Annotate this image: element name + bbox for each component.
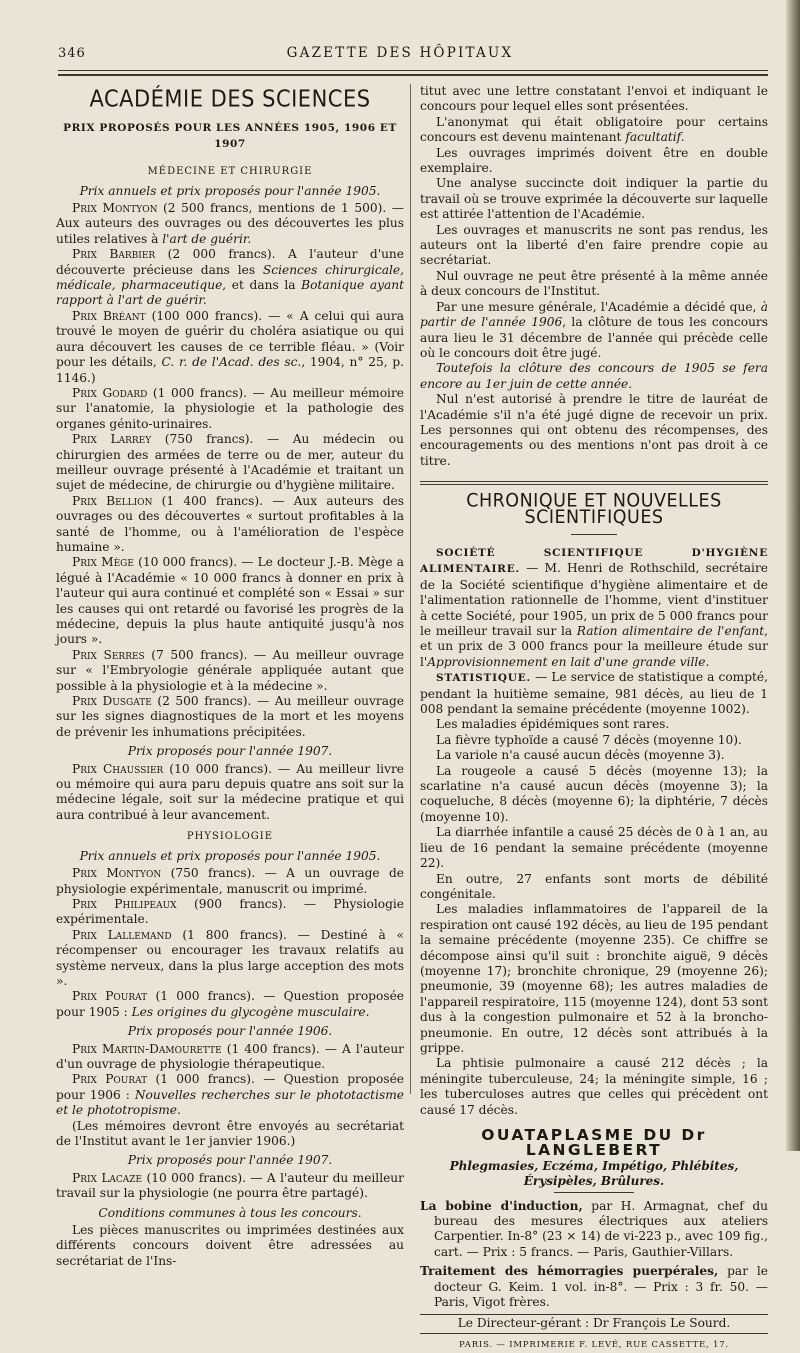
prize-name: Prix Mège — [72, 555, 134, 570]
prize-text: (1 000 francs). — Au meilleur mémoire sur l'anatomie, la physiologie et la pathologie des organes génito-urinaires. — [56, 385, 404, 431]
paragraph-nul-1: Nul ouvrage ne peut être présenté à la même année à deux concours de l'Institut. — [420, 268, 768, 299]
book-title: La bobine d'induction, — [420, 1198, 583, 1213]
paragraph-epidemiques: Les maladies épidémiques sont rares. — [436, 717, 670, 732]
subheading-1905: Prix annuels et prix proposés pour l'année 1905. — [79, 183, 381, 198]
prize-name: Prix Bellion — [72, 493, 153, 508]
paragraph-pourat-note: (Les mémoires devront être envoyés au secrétariat de l'Institut avant le 1er janvier 1906.) — [56, 1118, 404, 1148]
prize-name: Prix Martin-Damourette — [72, 1041, 222, 1056]
subheading-1907: Prix proposés pour l'année 1907. — [127, 744, 333, 759]
body-text: , et un prix de 3 000 francs pour la meilleure étude sur l' — [420, 624, 768, 669]
prize-text: (1 400 francs). — A l'auteur d'un ouvrage de physiologie thérapeutique. — [56, 1041, 404, 1071]
right-column — [420, 84, 768, 1353]
body-italic: Ration alimentaire de l'enfant — [576, 624, 765, 638]
prize-italic: C. r. de l'Acad. des sc. — [161, 355, 302, 370]
header-rule — [58, 70, 768, 76]
paragraph-serres — [56, 648, 404, 694]
prize-text: , et dans la — [222, 278, 302, 293]
prize-text: (7 500 francs). — Au meilleur ouvrage sur « l'Embryologie générale appliquée autant que possible à la physiologie et à la médecine ». — [56, 647, 404, 693]
subheading-physio-1906: Prix proposés pour l'année 1906. — [127, 1024, 333, 1039]
prize-name: Prix Chaussier — [72, 761, 164, 776]
prize-italic: Les origines du glycogène musculaire. — [131, 1004, 370, 1019]
prize-name: Prix Serres — [72, 647, 145, 662]
directeur-gerant: Le Directeur-gérant : Dr François Le Sourd. — [420, 1314, 768, 1333]
body-italic: facultatif. — [625, 130, 685, 145]
prize-italic: Sciences chirurgicale, médicale, pharmaceutique — [56, 262, 405, 293]
paragraph-nul-2: Nul n'est autorisé à prendre le titre de lauréat de l'Académie s'il n'a été jugé digne de recevoir un prix. Les personnes qui ont obtenu des récompenses, des encouragements ou des mentions n'ont pas droit à ce titre. — [420, 392, 768, 468]
subheading-physio-1907: Prix proposés pour l'année 1907. — [127, 1153, 333, 1168]
paragraph-variole: La variole n'a causé aucun décès (moyenne 3). — [436, 748, 725, 763]
paragraph-mege — [56, 555, 404, 647]
paragraph-mesure — [420, 300, 768, 362]
prize-italic: Nouvelles recherches sur le phototactisme et le phototropisme. — [56, 1087, 404, 1118]
section-rule — [420, 481, 768, 485]
prize-name: Prix Philipeaux — [72, 896, 177, 911]
paragraph-typhoide: La fièvre typhoïde a causé 7 décès (moyenne 10). — [436, 732, 742, 747]
paragraph-lallemand — [56, 928, 404, 990]
advert-subtitle: Phlegmasies, Eczéma, Impétigo, Phlébites, Érysipèles, Brûlures. — [449, 1158, 739, 1189]
body-text: , la clôture de tous les concours aura lieu le 31 décembre de l'année qui précède celle où le concours doit être jugé. — [420, 315, 768, 360]
paragraph-statistique — [420, 670, 768, 717]
body-text: — Le service de statistique a compté, pendant la huitième semaine, 981 décès, au lieu de 1 008 pendant la semaine précédente (moyenne 1002). — [420, 670, 768, 717]
prize-italic: Botanique ayant rapport à l'art de guérir. — [56, 278, 405, 308]
prize-name: Prix Barbier — [72, 247, 156, 262]
prize-text: (1 400 francs). — Aux auteurs des ouvrages ou des découvertes « surtout profitables à la santé de l'homme, ou à l'amélioration de l'espèce humaine ». — [56, 493, 405, 554]
paragraph-pieces: Les pièces manuscrites ou imprimées destinées aux différents concours doivent être adressées au secrétariat de l'Ins- — [56, 1223, 404, 1268]
prize-text: , 1904, n° 25, p. 1146.) — [56, 355, 404, 385]
prize-text: (750 francs). — Au médecin ou chirurgien des armées de terre ou de mer, auteur du meilleur ouvrage présenté à l'Académie et traitant un sujet de médecine, de chirurgie ou d'hygiène militaire. — [56, 432, 404, 493]
section-title-chronique: CHRONIQUE ET NOUVELLES SCIENTIFIQUES — [466, 490, 722, 529]
prize-text: (1 000 francs). — Question proposée pour 1905 : — [56, 989, 404, 1019]
paragraph-philipeaux — [56, 897, 404, 928]
prize-name: Prix Pourat — [72, 989, 148, 1004]
left-column — [56, 84, 404, 1269]
paragraph-toutefois: Toutefois la clôture des concours de 1905 se fera encore au 1er juin de cette année. — [420, 361, 768, 391]
paragraph-pourat-1906 — [56, 1072, 404, 1118]
paragraph-barbier — [56, 247, 404, 309]
subsection-physiologie: PHYSIOLOGIE — [186, 831, 274, 843]
page-edge-shadow — [786, 0, 800, 1151]
body-italic: Approvisionnement en lait d'une grande ville. — [427, 654, 710, 669]
prize-text: (10 000 francs). — Au meilleur livre ou mémoire qui aura paru depuis quatre ans soit sur la médecine légale, soit sur la médecine pratique et qui aura contribué à leur avancement. — [56, 761, 404, 822]
prize-name: Prix Lallemand — [72, 927, 172, 942]
prize-text: (1 000 francs). — Question proposée pour 1906 : — [56, 1072, 404, 1102]
paragraph-montyon — [56, 201, 404, 247]
prize-name: Prix Bréant — [72, 308, 146, 323]
paragraph-rendus: Les ouvrages et manuscrits ne sont pas rendus, les auteurs ont la liberté d'en faire prendre copie au secrétariat. — [420, 222, 768, 268]
paragraph-dusgate — [56, 694, 404, 740]
subheading-conditions: Conditions communes à tous les concours. — [98, 1205, 362, 1220]
paragraph-inflammatoires: Les maladies inflammatoires de l'appareil de la respiration ont causé 192 décès, au lieu de 195 pendant la semaine précédente (moyenne 235). Ce chiffre se décompose ainsi qu'il suit : bronchite aiguë, 9 décès (moyenne 17); bronchite chronique, 29 (moyenne 26); pneumonie, 39 (moyenne 68); les autres maladies de l'appareil respiratoire, 115 (moyenne 124), dont 53 sont dus à la congestion pulmonaire et 52 à la broncho-pneumonie. En outre, 12 décès sont attribués à la grippe. — [420, 902, 769, 1055]
prize-name: Prix Pourat — [72, 1072, 148, 1087]
prize-text: (2 500 francs). — Au meilleur ouvrage sur les signes diagnostiques de la mort et les moyens de prévenir les inhumations précipitées. — [56, 694, 404, 739]
prize-name: Prix Larrey — [72, 432, 152, 447]
paragraph-chaussier — [56, 762, 404, 824]
prize-text: (2 000 francs). A l'auteur d'une découverte précieuse dans les — [56, 247, 404, 277]
journal-title: GAZETTE DES HÔPITAUX — [286, 45, 514, 61]
prize-text: (100 000 francs). — « A celui qui aura trouvé le moyen de guérir du choléra asiatique ou qui aura découvert les causes de ce terrible fléau. » (Voir pour les détails, — [56, 308, 404, 370]
paragraph-martin-damourette — [56, 1042, 404, 1073]
paragraph-societe — [420, 545, 768, 670]
imprint-line: PARIS. — IMPRIMERIE F. LEVÉ, RUE CASSETTE, 17. — [459, 1339, 729, 1350]
prize-text: (1 800 francs). — Destiné à « récompenser ou encourager les travaux relatifs au système nerveux, dans la plus large acception des mots ». — [56, 927, 404, 988]
book-title: Traitement des hémorragies puerpérales, — [420, 1264, 719, 1279]
book-details: par H. Armagnat, chef du bureau des mesures électriques aux ateliers Carpentier. In-8° (23 × 14) de vi-223 p., avec 109 fig., cart. — Prix : 5 francs. — Paris, Gauthier-Villars. — [434, 1198, 768, 1259]
body-text: L'anonymat qui était obligatoire pour certains concours est devenu maintenant — [420, 114, 768, 145]
paragraph-double: Les ouvrages imprimés doivent être en double exemplaire. — [420, 145, 768, 176]
paragraph-anonymat — [420, 115, 768, 146]
body-text: Par une mesure générale, l'Académie a décidé que, — [436, 299, 761, 314]
prize-italic: l'art de guérir. — [162, 231, 252, 246]
lead-in: STATISTIQUE. — [436, 672, 531, 685]
book-notice-bobine — [420, 1199, 768, 1261]
paragraph-godard — [56, 386, 404, 432]
book-notice-traitement — [420, 1264, 768, 1310]
prize-text: (2 500 francs, mentions de 1 500). — Aux auteurs des ouvrages ou des découvertes les plus utiles relatives à — [56, 201, 404, 246]
short-rule — [571, 534, 617, 535]
lead-in: SOCIÉTÉ SCIENTIFIQUE D'HYGIÈNE ALIMENTAIRE. — [420, 546, 768, 576]
prize-text: (10 000 francs). — Le docteur J.-B. Mège a légué à l'Académie « 10 000 francs à donner en prix à l'auteur qui aura continué et complété son « Essai » sur les causes qui ont retardé ou favorisé les progrès de la médecine, depuis la plus haute antiquité jusqu'à nos jours ». — [56, 555, 404, 647]
paragraph-pourat — [56, 989, 404, 1020]
subsection-medecine: MÉDECINE ET CHIRURGIE — [147, 166, 313, 178]
prize-name: Prix Dusgate — [72, 694, 152, 709]
advert-title: OUATAPLASME DU Dr LANGLEBERT — [481, 1126, 707, 1160]
paragraph-continuation: titut avec une lettre constatant l'envoi et indiquant le concours pour lequel elles sont présentées. — [420, 84, 768, 114]
paragraph-outre: En outre, 27 enfants sont morts de débilité congénitale. — [420, 871, 768, 901]
ornament-rule — [554, 1192, 634, 1193]
paragraph-lacaze — [56, 1171, 404, 1202]
paragraph-bellion — [56, 494, 404, 556]
paragraph-larrey — [56, 432, 404, 494]
body-text: — M. Henri de Rothschild, secrétaire de la Société scientifique d'hygiène alimentaire et de l'alimentation rationnelle de l'homme, vient d'instituer à cette Société, pour 1905, un prix de 5 000 francs pour le meilleur travail sur la — [420, 561, 768, 638]
prize-name: Prix Montyon — [72, 201, 158, 216]
subheading-physio-1905: Prix annuels et prix proposés pour l'année 1905. — [79, 848, 381, 863]
paragraph-rougeole: La rougeole a causé 5 décès (moyenne 13); la scarlatine n'a causé aucun décès (moyenne 3); la coqueluche, 8 décès (moyenne 6); la diphtérie, 7 décès (moyenne 10). — [420, 763, 768, 824]
paragraph-analyse: Une analyse succincte doit indiquer la partie du travail où se trouve exprimée la découverte sur laquelle est attirée l'attention de l'Académie. — [420, 176, 768, 222]
prize-text: (750 francs). — A un ouvrage de physiologie expérimentale, manuscrit ou imprimé. — [56, 866, 404, 896]
book-details: par le docteur G. Keim. 1 vol. in-8°. — Prix : 3 fr. 50. — Paris, Vigot frères. — [434, 1264, 768, 1310]
prize-name: Prix Godard — [72, 385, 148, 400]
paragraph-diarrhee: La diarrhée infantile a causé 25 décès de 0 à 1 an, au lieu de 16 pendant la semaine précédente (moyenne 22). — [420, 825, 768, 871]
prize-text: (10 000 francs). — A l'auteur du meilleur travail sur la physiologie (ne pourra être partagé). — [56, 1170, 404, 1201]
body-italic: à partir de l'année 1906 — [420, 299, 768, 330]
prize-name: Prix Montyon — [72, 866, 162, 881]
page-number: 346 — [58, 46, 86, 61]
paragraph-phtisie: La phtisie pulmonaire a causé 212 décès ; la méningite tuberculeuse, 24; la méningite simple, 16 ; les tuberculoses autres que celles qui précèdent ont causé 17 décès. — [420, 1056, 768, 1117]
paragraph-montyon-physio — [56, 866, 404, 897]
prize-text: (900 francs). — Physiologie expérimentale. — [56, 896, 404, 927]
prix-heading: PRIX PROPOSÉS POUR LES ANNÉES 1905, 1906 ET 1907 — [63, 122, 397, 150]
section-title-academie: ACADÉMIE DES SCIENCES — [89, 85, 371, 112]
prize-name: Prix Lacaze — [72, 1170, 143, 1185]
column-divider — [410, 84, 411, 1094]
paragraph-breant — [56, 309, 404, 386]
